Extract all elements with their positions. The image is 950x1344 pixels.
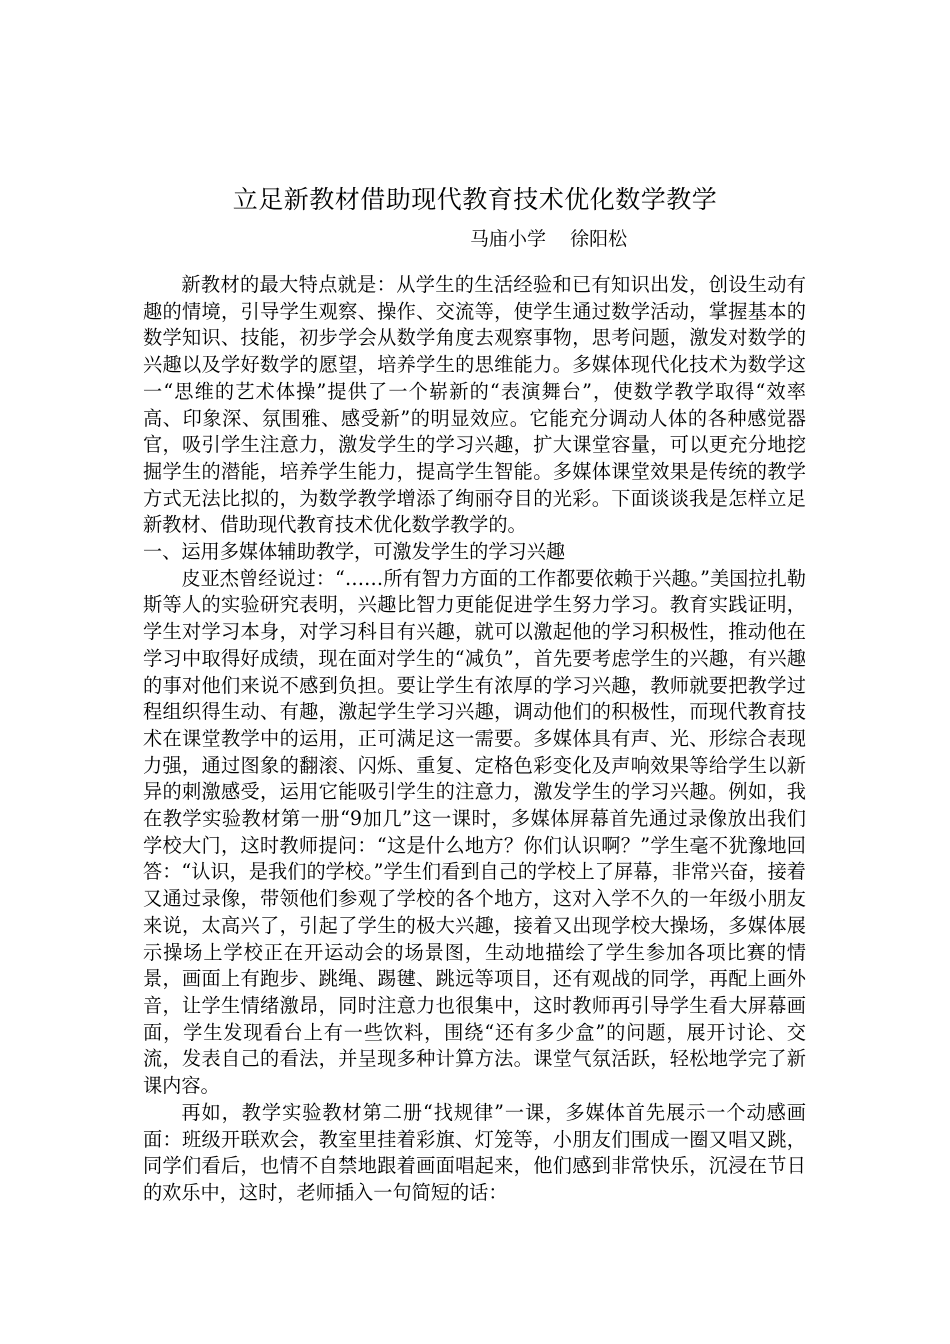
document-author: 马庙小学 徐阳松: [470, 228, 628, 250]
section-paragraph: 再如，教学实验教材第二册“找规律”一课，多媒体首先展示一个动感画面：班级开联欢会，教室里挂着彩旗、灯笼等，小朋友们围成一圈又唱又跳，同学们看后，也情不自禁地跟着画面唱起来，他们感到非常快乐，沉浸在节日的欢乐中，这时，老师插入一句简短的话：: [143, 1100, 806, 1204]
document-title: 立足新教材借助现代教育技术优化数学教学: [232, 185, 718, 214]
document-body: [143, 272, 806, 1207]
intro-paragraph: 新教材的最大特点就是：从学生的生活经验和已有知识出发，创设生动有趣的情境，引导学生观察、操作、交流等，使学生通过数学活动，掌握基本的数学知识、技能，初步学会从数学角度去观察事物，思考问题，激发对数学的兴趣以及学好数学的愿望，培养学生的思维能力。多媒体现代化技术为数学这一“思维的艺术体操”提供了一个崭新的“表演舞台”，使数学教学取得“效率高、印象深、氛围雅、感受新”的明显效应。它能充分调动人体的各种感觉器官，吸引学生注意力，激发学生的学习兴趣，扩大课堂容量，可以更充分地挖掘学生的潜能，培养学生能力，提高学生智能。多媒体课堂效果是传统的教学方式无法比拟的，为数学教学增添了绚丽夺目的光彩。下面谈谈我是怎样立足新教材、借助现代教育技术优化数学教学的。: [143, 273, 806, 537]
section-paragraph: 皮亚杰曾经说过：“……所有智力方面的工作都要依赖于兴趣。”美国拉扎勒斯等人的实验研究表明，兴趣比智力更能促进学生努力学习。教育实践证明，学生对学习本身，对学习科目有兴趣，就可以激起他的学习积极性，推动他在学习中取得好成绩，现在面对学生的“减负”，首先要考虑学生的兴趣，有兴趣的事对他们来说不感到负担。要让学生有浓厚的学习兴趣，教师就要把教学过程组织得生动、有趣，激起学生学习兴趣，调动他们的积极性，而现代教育技术在课堂教学中的运用，正可满足这一需要。多媒体具有声、光、形综合表现力强，通过图象的翻滚、闪烁、重复、定格色彩变化及声响效果等给学生以新异的刺激感受，运用它能吸引学生的注意力，激发学生的学习兴趣。例如，我在教学实验教材第一册“9加几”这一课时，多媒体屏幕首先通过录像放出我们学校大门，这时教师提问：“这是什么地方？你们认识啊？”学生毫不犹豫地回答：“认识，是我们的学校。”学生们看到自己的学校上了屏幕，非常兴奋，接着又通过录像，带领他们参观了学校的各个地方，这对入学不久的一年级小朋友来说，太高兴了，引起了学生的极大兴趣，接着又出现学校大操场，多媒体展示操场上学校正在开运动会的场景图，生动地描绘了学生参加各项比赛的情景，画面上有跑步、跳绳、踢毽、跳远等项目，还有观战的同学，再配上画外音，让学生情绪激昂，同时注意力也很集中，这时教师再引导学生看大屏幕画面，学生发现看台上有一些饮料，围绕“还有多少盒”的问题，展开讨论、交流，发表自己的看法，并呈现多种计算方法。课堂气氛活跃，轻松地学完了新课内容。: [143, 566, 806, 1098]
section-heading: 一、运用多媒体辅助教学，可激发学生的学习兴趣: [143, 540, 566, 564]
